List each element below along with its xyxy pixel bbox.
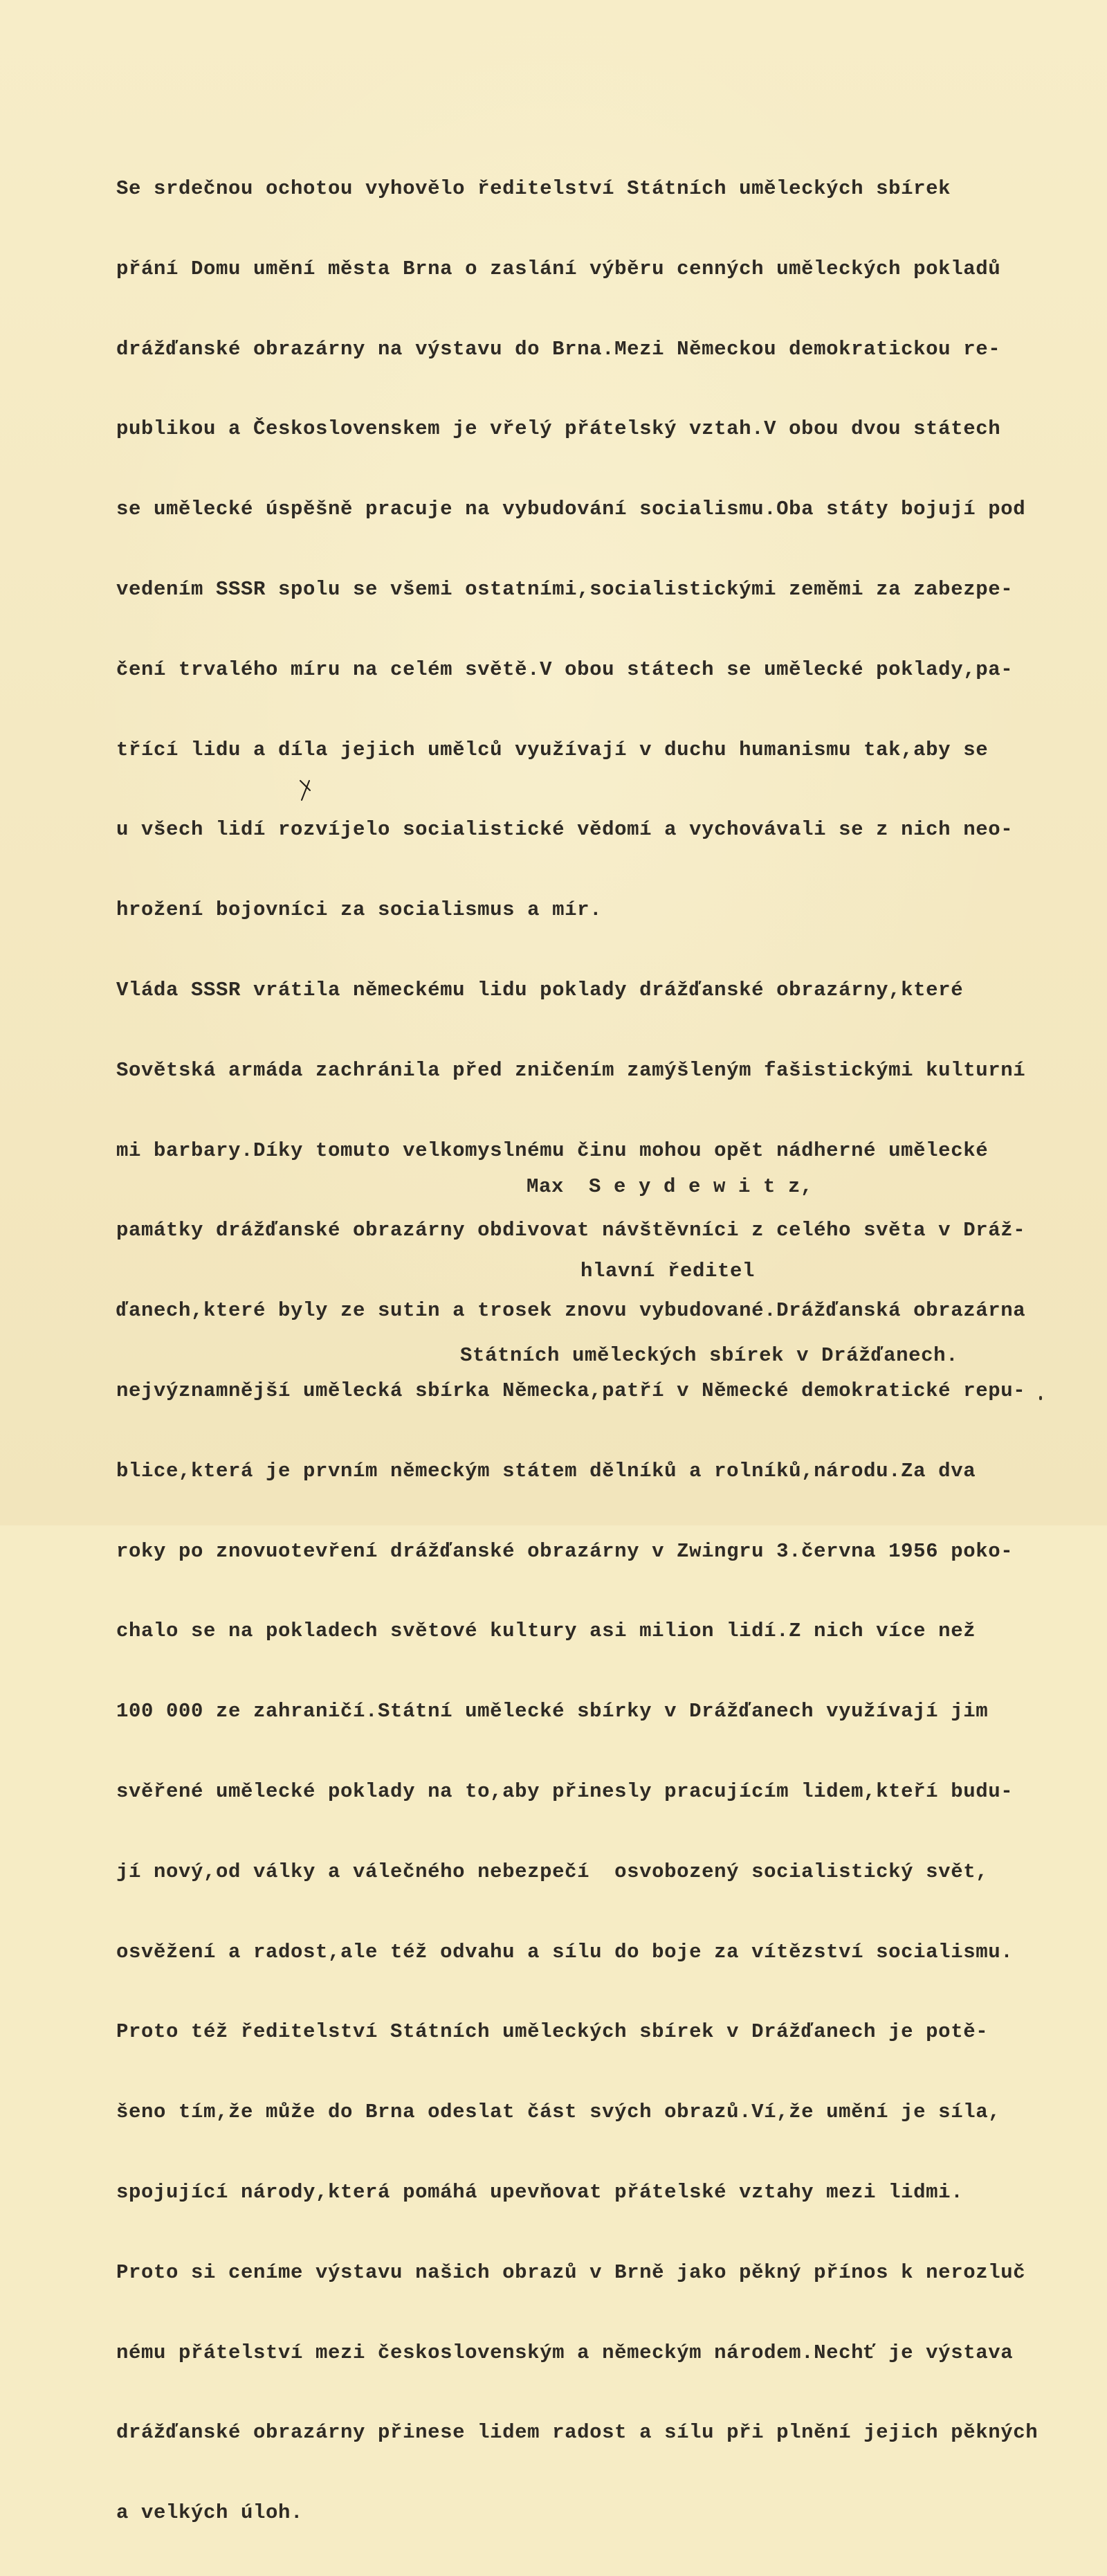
body-line: čení trvalého míru na celém světě.V obou státech se umělecké poklady,pa-: [116, 657, 1014, 681]
body-line: nejvýznamnější umělecká sbírka Německa,patří v Německé demokratické repu-: [116, 1379, 1026, 1402]
signature-institution: Státních uměleckých sbírek v Drážďanech.: [460, 1344, 959, 1367]
body-line: Proto si ceníme výstavu našich obrazů v Brně jako pěkný přínos k nerozluč: [116, 2260, 1026, 2284]
body-line: drážďanské obrazárny přinese lidem radost a sílu při plnění jejich pěkných: [116, 2421, 1039, 2445]
body-line: publikou a Československem je vřelý přátelský vztah.V obou dvou státech: [116, 417, 1001, 441]
body-line: Vláda SSSR vrátila německému lidu poklady drážďanské obrazárny,které: [116, 978, 964, 1001]
body-line: nému přátelství mezi československým a německým národem.Nechť je výstava: [116, 2341, 1014, 2364]
body-line: Proto též ředitelství Státních uměleckých sbírek v Drážďanech je potě-: [116, 2020, 989, 2044]
body-line: se umělecké úspěšně pracuje na vybudování socialismu.Oba státy bojují pod: [116, 498, 1026, 521]
signature-name: Max S e y d e w i t z,: [527, 1175, 814, 1198]
body-line: třící lidu a díla jejich umělců využívají v duchu humanismu tak,aby se: [116, 738, 989, 761]
body-line: vedením SSSR spolu se všemi ostatními,socialistickými zeměmi za zabezpe-: [116, 577, 1014, 601]
signature-position: hlavní ředitel: [580, 1260, 756, 1282]
body-line: památky drážďanské obrazárny obdivovat návštěvníci z celého světa v Dráž-: [116, 1219, 1026, 1242]
body-line: chalo se na pokladech světové kultury asi milion lidí.Z nich více než: [116, 1620, 976, 1643]
body-line: šeno tím,že může do Brna odeslat část svých obrazů.Ví,že umění je síla,: [116, 2101, 1001, 2124]
body-line: ďanech,které byly ze sutin a trosek znovu vybudované.Drážďanská obrazárna: [116, 1299, 1026, 1323]
body-line: 100 000 ze zahraničí.Státní umělecké sbírky v Drážďanech využívají jim: [116, 1700, 989, 1723]
body-line: roky po znovuotevření drážďanské obrazárny v Zwingru 3.června 1956 poko-: [116, 1539, 1014, 1563]
body-line: osvěžení a radost,ale též odvahu a sílu do boje za vítězství socialismu.: [116, 1940, 1014, 1963]
signature-block: [460, 1122, 958, 1421]
body-line: jí nový,od války a válečného nebezpečí osvobozený socialistický svět,: [116, 1860, 989, 1883]
body-line: Se srdečnou ochotou vyhovělo ředitelství Státních uměleckých sbírek: [116, 177, 951, 200]
body-line: přání Domu umění města Brna o zaslání výběru cenných uměleckých pokladů: [116, 257, 1001, 280]
handwritten-insert-mark-icon: [299, 778, 311, 801]
body-line: blice,která je prvním německým státem dělníků a rolníků,národu.Za dva: [116, 1459, 976, 1482]
body-line: u všech lidí rozvíjelo socialistické vědomí a vychovávali se z nich neo-: [116, 818, 1014, 842]
body-line: spojující národy,která pomáhá upevňovat přátelské vztahy mezi lidmi.: [116, 2180, 964, 2204]
body-line: mi barbary.Díky tomuto velkomyslnému činu mohou opět nádherné umělecké: [116, 1139, 989, 1162]
body-line: Sovětská armáda zachránila před zničením zamýšleným fašistickými kulturní: [116, 1058, 1026, 1082]
body-line: hrožení bojovníci za socialismus a mír.: [116, 898, 603, 922]
body-line: a velkých úloh.: [116, 2501, 304, 2525]
body-line: drážďanské obrazárny na výstavu do Brna.Mezi Německou demokratickou re-: [116, 337, 1001, 361]
paper-speck: [1039, 1396, 1042, 1400]
body-line: svěřené umělecké poklady na to,aby přinesly pracujícím lidem,kteří budu-: [116, 1779, 1014, 1803]
